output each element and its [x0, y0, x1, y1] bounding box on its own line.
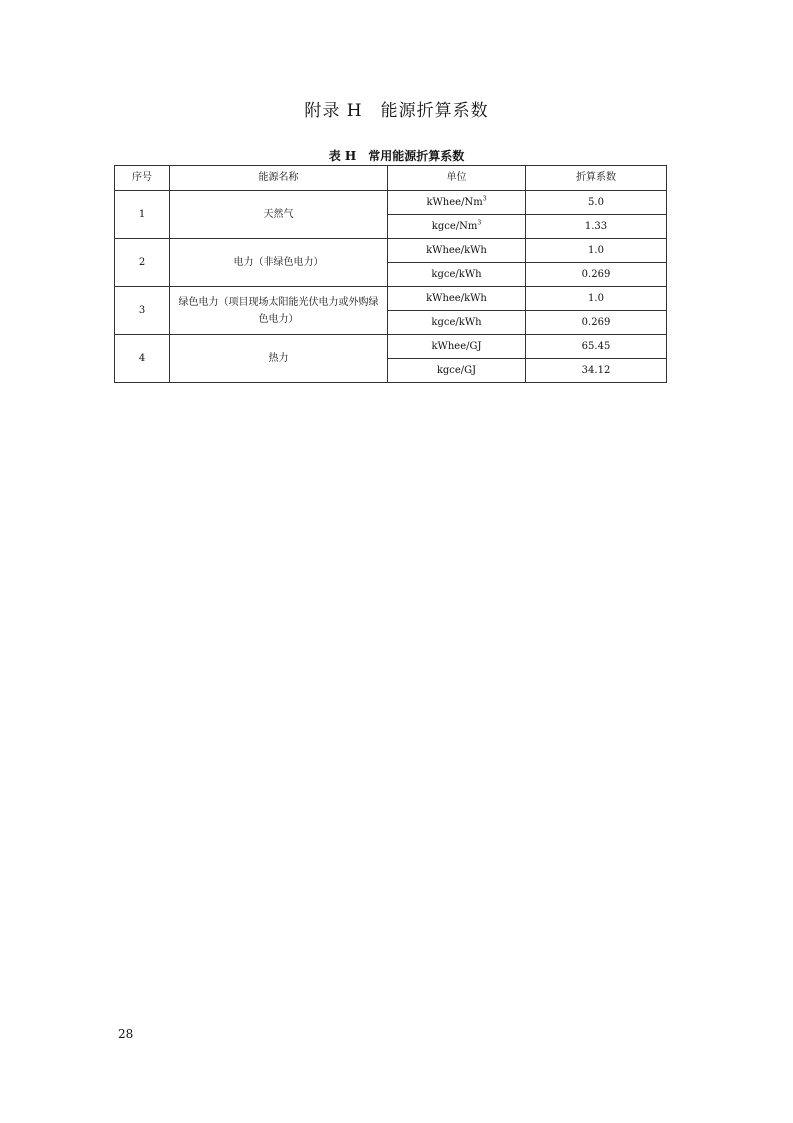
- table-header-row: [115, 166, 667, 191]
- energy-name: 热力: [170, 335, 388, 383]
- unit-superscript: 3: [477, 219, 482, 227]
- energy-name: 绿色电力（项目现场太阳能光伏电力或外购绿色电力）: [170, 287, 388, 335]
- unit-value: kgce/GJ: [388, 359, 526, 383]
- table-row: [115, 239, 667, 263]
- factor-value: 1.33: [526, 215, 667, 239]
- factor-value: 1.0: [526, 239, 667, 263]
- unit-value: kgce/kWh: [388, 311, 526, 335]
- unit-value: kWhee/GJ: [388, 335, 526, 359]
- energy-conversion-table: [114, 165, 667, 383]
- factor-value: 1.0: [526, 287, 667, 311]
- header-energy-name: 能源名称: [170, 166, 388, 191]
- row-index: 1: [115, 191, 170, 239]
- unit-cell: [388, 191, 526, 215]
- energy-name: 天然气: [170, 191, 388, 239]
- header-index: 序号: [115, 166, 170, 191]
- unit-cell: [388, 215, 526, 239]
- row-index: 4: [115, 335, 170, 383]
- appendix-title: 附录 H 能源折算系数: [304, 101, 489, 121]
- unit-superscript: 3: [482, 195, 487, 203]
- factor-value: 34.12: [526, 359, 667, 383]
- unit-value: kgce/kWh: [388, 263, 526, 287]
- unit-value: kWhee/kWh: [388, 287, 526, 311]
- unit-text: kgce/Nm: [431, 220, 478, 232]
- header-factor: 折算系数: [526, 166, 667, 191]
- factor-value: 65.45: [526, 335, 667, 359]
- energy-name: 电力（非绿色电力）: [170, 239, 388, 287]
- unit-text: kWhee/Nm: [426, 196, 483, 208]
- factor-value: 0.269: [526, 311, 667, 335]
- row-index: 2: [115, 239, 170, 287]
- table-row: [115, 191, 667, 215]
- table-row: [115, 287, 667, 311]
- header-unit: 单位: [388, 166, 526, 191]
- table-caption: 表 H 常用能源折算系数: [328, 149, 465, 163]
- table-row: [115, 335, 667, 359]
- unit-value: kWhee/kWh: [388, 239, 526, 263]
- factor-value: 5.0: [526, 191, 667, 215]
- row-index: 3: [115, 287, 170, 335]
- page-number: 28: [118, 1027, 134, 1041]
- factor-value: 0.269: [526, 263, 667, 287]
